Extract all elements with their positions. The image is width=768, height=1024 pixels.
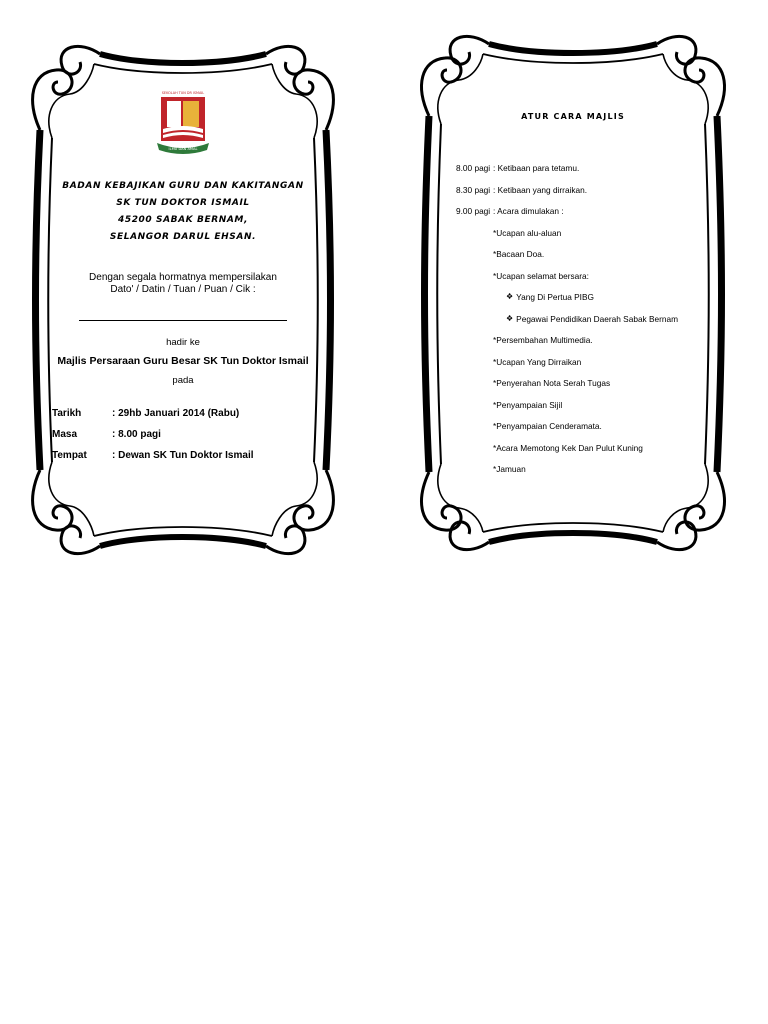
programme-item: *Ucapan Yang Dirraikan xyxy=(493,356,582,367)
schedule-text: : Ketibaan para tetamu. xyxy=(493,163,580,173)
schedule-time: 9.00 pagi xyxy=(456,206,491,216)
programme-schedule xyxy=(456,163,716,486)
programme-sub-item xyxy=(456,314,716,336)
detail-row xyxy=(52,429,314,450)
org-line: SK TUN DOKTOR ISMAIL xyxy=(116,198,250,208)
schedule-text: : Ketibaan yang dirraikan. xyxy=(493,184,588,195)
sub-item-text: Yang Di Pertua PIBG xyxy=(516,292,594,302)
invitation-intro xyxy=(52,272,314,296)
intro-line: Dengan segala hormatnya mempersilakan xyxy=(89,272,277,283)
schedule-time: 8.30 pagi xyxy=(456,184,491,195)
org-line: SELANGOR DARUL EHSAN. xyxy=(109,232,257,242)
detail-value: : Dewan SK Tun Doktor Ismail xyxy=(112,450,254,461)
programme-item: *Persembahan Multimedia. xyxy=(493,335,593,345)
programme-item: *Jamuan xyxy=(493,464,526,474)
hadir-text: hadir ke xyxy=(166,337,200,348)
schedule-row xyxy=(456,185,716,207)
programme-title: ATUR CARA MAJLIS xyxy=(521,112,625,121)
event-details xyxy=(52,408,314,471)
organization-block xyxy=(52,178,314,246)
programme-item: *Penyerahan Nota Serah Tugas xyxy=(493,378,611,388)
schedule-text: : Acara dimulakan : xyxy=(493,206,564,216)
crest-ribbon-text: ILMU DAN AMAL xyxy=(168,147,198,151)
programme-item: *Acara Memotong Kek Dan Pulut Kuning xyxy=(493,442,643,453)
school-crest xyxy=(156,89,210,159)
detail-row xyxy=(52,408,314,429)
pada-text: pada xyxy=(172,375,194,386)
diamond-bullet-icon: ❖ xyxy=(506,313,514,323)
schedule-row xyxy=(456,206,716,228)
schedule-row xyxy=(456,163,716,185)
programme-item: *Penyampaian Cenderamata. xyxy=(493,421,602,431)
sub-item-text: Pegawai Pendidikan Daerah Sabak Bernam xyxy=(516,313,679,324)
detail-row xyxy=(52,450,314,471)
programme-item: *Bacaan Doa. xyxy=(493,249,545,259)
programme-item: *Ucapan alu-aluan xyxy=(493,227,562,238)
detail-label: Tarikh xyxy=(52,408,82,419)
org-line: 45200 SABAK BERNAM, xyxy=(117,215,249,225)
detail-label: Tempat xyxy=(52,450,87,461)
detail-label: Masa xyxy=(52,429,78,440)
schedule-time: 8.00 pagi xyxy=(456,163,491,173)
diamond-bullet-icon: ❖ xyxy=(506,292,514,301)
org-line: BADAN KEBAJIKAN GURU DAN KAKITANGAN xyxy=(62,181,304,191)
programme-sub-item xyxy=(456,292,716,314)
crest-top-text: SEKOLAH TUN DR ISMAIL xyxy=(161,91,205,95)
invitation-card xyxy=(22,30,344,570)
programme-item: *Ucapan selamat bersara: xyxy=(493,270,589,281)
detail-value: : 29hb Januari 2014 (Rabu) xyxy=(112,408,240,419)
event-title: Majlis Persaraan Guru Besar SK Tun Doktor Ismail xyxy=(57,355,309,367)
programme-item: *Penyampaian Sijil xyxy=(493,399,563,410)
guest-name-line xyxy=(79,320,287,321)
intro-line: Dato' / Datin / Tuan / Puan / Cik : xyxy=(110,284,256,295)
programme-card xyxy=(413,24,733,562)
detail-value: : 8.00 pagi xyxy=(112,429,161,440)
